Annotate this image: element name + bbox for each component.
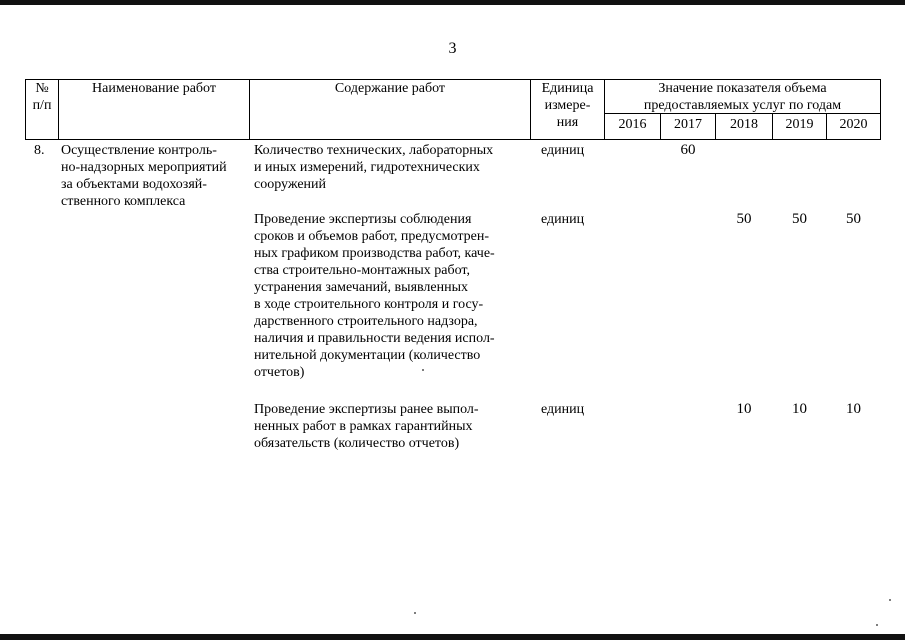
- content-line: обязательств (количество отчетов): [254, 436, 460, 451]
- item-1-content: [254, 142, 524, 193]
- header-unit-line1: Единица: [541, 81, 594, 96]
- page-number: 3: [448, 40, 457, 57]
- content-line: дарственного строительного надзора,: [254, 314, 478, 329]
- content-line: ства строительно-монтажных работ,: [254, 263, 470, 278]
- header-year-2020: 2020: [839, 117, 868, 132]
- item-3-value-2018: 10: [736, 401, 752, 417]
- header-year-2018: 2018: [730, 117, 758, 132]
- item-2-content: [254, 211, 524, 381]
- content-line: ненных работ в рамках гарантийных: [254, 419, 473, 434]
- header-values: [605, 80, 880, 114]
- scan-speck: [876, 624, 878, 626]
- item-2-unit: единиц: [541, 212, 585, 227]
- content-line: отчетов): [254, 365, 305, 380]
- scan-speck: [422, 369, 424, 371]
- header-unit-line2: измере-: [544, 98, 591, 113]
- row-work-name: [61, 142, 247, 210]
- header-num-symbol: №: [35, 81, 49, 96]
- work-name-line: за объектами водохозяй-: [61, 177, 207, 192]
- header-values-line2: предоставляемых услуг по годам: [643, 98, 842, 113]
- work-name-line: Осуществление контроль-: [61, 143, 217, 158]
- header-year-2016: 2016: [618, 117, 647, 132]
- content-line: Количество технических, лабораторных: [254, 143, 494, 158]
- scan-speck: [414, 612, 416, 614]
- header-unit: [531, 80, 604, 131]
- item-2-value-2018: 50: [736, 211, 752, 227]
- header-name: Наименование работ: [92, 81, 216, 96]
- work-name-line: ственного комплекса: [61, 194, 186, 209]
- scan-bottom-border: [0, 634, 905, 640]
- content-line: нительной документации (количество: [254, 348, 481, 363]
- row-number: 8.: [34, 143, 45, 158]
- item-2-value-2020: 50: [846, 211, 861, 227]
- scan-speck: [889, 599, 891, 601]
- content-line: ных графиком производства работ, каче-: [254, 246, 495, 261]
- header-year-2017: 2017: [674, 117, 702, 132]
- header-num: [26, 80, 58, 114]
- item-3-content: [254, 401, 524, 452]
- work-name-line: но-надзорных мероприятий: [61, 160, 227, 175]
- content-line: Проведение экспертизы соблюдения: [254, 212, 472, 227]
- header-year-2019: 2019: [785, 117, 814, 132]
- item-1-unit: единиц: [541, 143, 585, 158]
- header-num-pp: п/п: [32, 98, 52, 113]
- header-unit-line3: ния: [556, 115, 579, 130]
- scan-top-border: [0, 0, 905, 5]
- content-line: Проведение экспертизы ранее выпол-: [254, 402, 479, 417]
- header-content: Содержание работ: [334, 81, 446, 96]
- content-line: устранения замечаний, выявленных: [254, 280, 469, 295]
- content-line: сроков и объемов работ, предусмотрен-: [254, 229, 490, 244]
- content-line: сооружений: [254, 177, 327, 192]
- content-line: в ходе строительного контроля и госу-: [254, 297, 484, 312]
- item-1-value-2017: 60: [680, 142, 696, 158]
- content-line: и иных измерений, гидротехнических: [254, 160, 480, 175]
- item-3-value-2020: 10: [846, 401, 861, 417]
- item-3-unit: единиц: [541, 402, 585, 417]
- item-2-value-2019: 50: [792, 211, 807, 227]
- content-line: наличия и правильности ведения испол-: [254, 331, 495, 346]
- item-3-value-2019: 10: [792, 401, 807, 417]
- header-values-line1: Значение показателя объема: [658, 81, 827, 96]
